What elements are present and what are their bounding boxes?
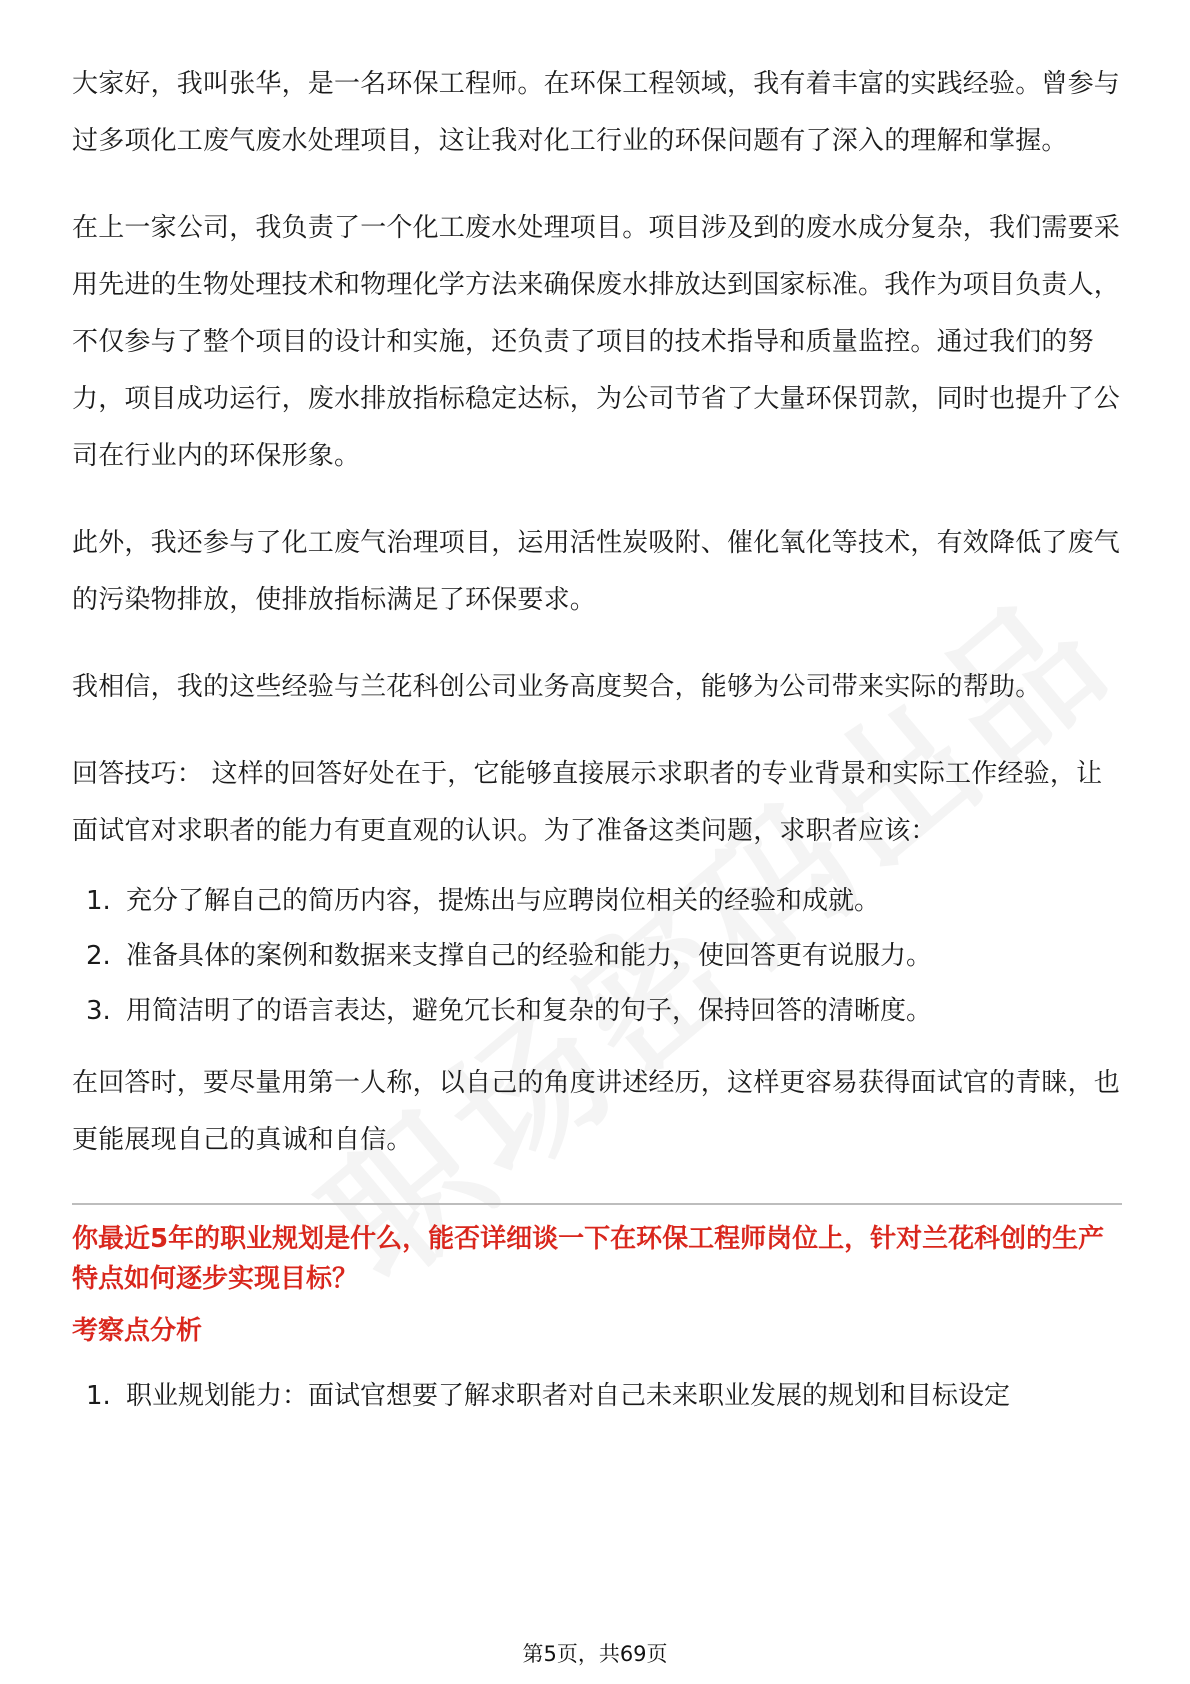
- section-divider: [72, 1203, 1122, 1205]
- list-item: [72, 1369, 1122, 1424]
- paragraph-gas-treatment: 此外，我还参与了化工废气治理项目，运用活性炭吸附、催化氧化等技术，有效降低了废气的污染物排放，使排放指标满足了环保要求。: [72, 528, 1121, 615]
- list-text: 准备具体的案例和数据来支撑自己的经验和能力，使回答更有说服力。: [126, 941, 933, 971]
- paragraph-intro: 大家好，我叫张华，是一名环保工程师。在环保工程领域，我有着丰富的实践经验。曾参与过多项化工废气废水处理项目，这让我对化工行业的环保问题有了深入的理解和掌握。: [72, 69, 1121, 156]
- page-footer: 第5页，共69页: [522, 1642, 668, 1666]
- list-number: 3.: [86, 996, 111, 1026]
- list-number: 1.: [86, 1381, 111, 1411]
- list-item: [72, 984, 1122, 1039]
- list-text: 职业规划能力：面试官想要了解求职者对自己未来职业发展的规划和目标设定: [126, 1381, 1011, 1411]
- list-item: [72, 874, 1122, 929]
- paragraph-closing: 在回答时，要尽量用第一人称，以自己的角度讲述经历，这样更容易获得面试官的青睐，也更能展现自己的真诚和自信。: [72, 1068, 1121, 1155]
- list-number: 1.: [86, 886, 111, 916]
- tips-list: [72, 874, 1122, 1039]
- paragraph-project: 在上一家公司，我负责了一个化工废水处理项目。项目涉及到的废水成分复杂，我们需要采用先进的生物处理技术和物理化学方法来确保废水排放达到国家标准。我作为项目负责人，不仅参与了整个项目的设计和实施，还负责了项目的技术指导和质量监控。通过我们的努力，项目成功运行，废水排放指标稳定达标，为公司节省了大量环保罚款，同时也提升了公司在行业内的环保形象。: [72, 213, 1121, 471]
- analysis-list: [72, 1369, 1122, 1424]
- list-text: 用简洁明了的语言表达，避免冗长和复杂的句子，保持回答的清晰度。: [126, 996, 933, 1026]
- list-item: [72, 929, 1122, 984]
- paragraph-answer-tips: 回答技巧： 这样的回答好处在于，它能够直接展示求职者的专业背景和实际工作经验，让面试官对求职者的能力有更直观的认识。为了准备这类问题，求职者应该：: [72, 759, 1103, 846]
- document-body: [72, 56, 1122, 1424]
- paragraph-belief: 我相信，我的这些经验与兰花科创公司业务高度契合，能够为公司带来实际的帮助。: [72, 672, 1042, 702]
- interview-question: 你最近5年的职业规划是什么，能否详细谈一下在环保工程师岗位上，针对兰花科创的生产特点如何逐步实现目标？: [72, 1224, 1105, 1294]
- list-number: 2.: [86, 941, 111, 971]
- section-title: 考察点分析: [72, 1316, 203, 1346]
- list-text: 充分了解自己的简历内容，提炼出与应聘岗位相关的经验和成就。: [126, 886, 881, 916]
